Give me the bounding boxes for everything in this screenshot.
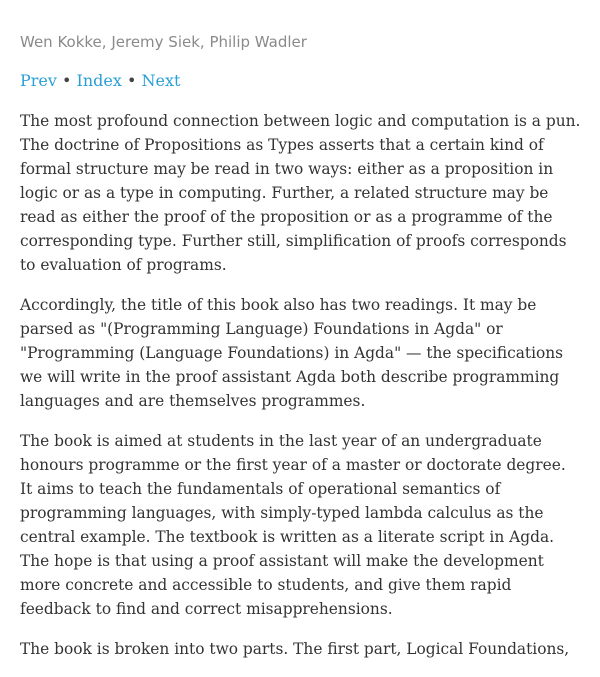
nav-separator: • bbox=[127, 71, 142, 90]
page-navigation bbox=[20, 69, 180, 93]
prev-link[interactable]: Prev bbox=[20, 71, 57, 90]
paragraph: The book is aimed at students in the last year of an undergraduate honours programme or the first year of a master or doctorate degree. It aims to teach the fundamentals of operational semantics of programming languages, with simply-typed lambda calculus as the central example. The textbook is written as a literate script in Agda. The hope is that using a proof assistant will make the development more concrete and accessible to students, and give them rapid feedback to find and correct misapprehensions. bbox=[20, 432, 566, 618]
paragraph: Accordingly, the title of this book also has two readings. It may be parsed as "(Programming Language) Foundations in Agda" or "Programming (Language Foundations) in Agda" — the specifications we will write in the proof assistant Agda both describe programming languages and are themselves programmes. bbox=[20, 296, 564, 410]
paragraph: The most profound connection between logic and computation is a pun. The doctrine of Propositions as Types asserts that a certain kind of formal structure may be read in two ways: either as a proposition in logic or as a type in computing. Further, a related structure may be read as either the proof of the proposition or as a programme of the corresponding type. Further still, simplification of proofs corresponds to evaluation of programs. bbox=[20, 112, 581, 274]
next-link[interactable]: Next bbox=[141, 71, 181, 90]
authors-line: Wen Kokke, Jeremy Siek, Philip Wadler bbox=[20, 33, 307, 51]
index-link[interactable]: Index bbox=[76, 71, 122, 90]
nav-separator: • bbox=[62, 71, 77, 90]
paragraph: The book is broken into two parts. The first part, Logical Foundations, bbox=[20, 640, 570, 658]
main-content bbox=[20, 109, 582, 677]
